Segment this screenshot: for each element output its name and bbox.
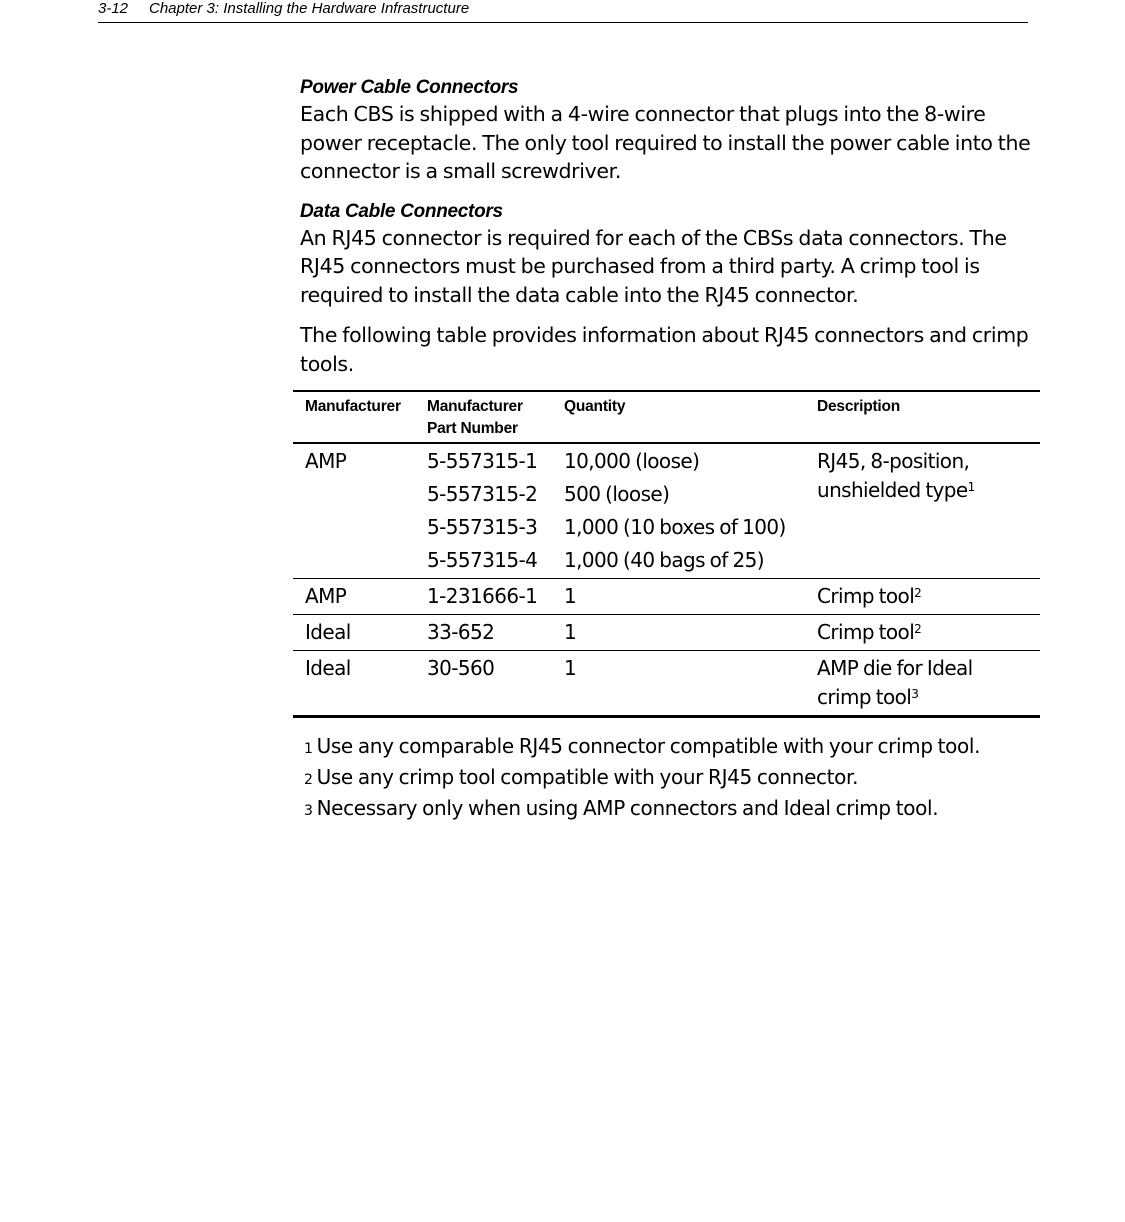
cell-quantity: 1 [552,615,805,651]
col-header-part-number [415,391,552,443]
table-row [293,443,1040,579]
power-section-body: Each CBS is shipped with a 4-wire connector that plugs into the 8-wire power receptacle. The only tool required to install the power cable into the connector is a small screwdriver. [300,102,1031,183]
cell-manufacturer: Ideal [293,615,415,651]
cell-part: 5-557315-1 [427,449,538,473]
table-intro: The following table provides information about RJ45 connectors and crimp tools. [300,323,1029,376]
footnote-ref: 3 [911,687,919,701]
connector-table [293,390,1040,718]
col-header-part-number-line1: Manufacturer [427,398,523,415]
page-number: 3-12 [98,0,129,17]
cell-description-text: Crimp tool [817,620,915,644]
table-row [293,651,1040,717]
cell-manufacturer: AMP [305,449,347,473]
cell-part: 30-560 [415,651,552,717]
cell-quantity: 10,000 (loose) [564,449,700,473]
cell-part: 33-652 [415,615,552,651]
footnote [304,732,1040,763]
col-header-quantity: Quantity [552,391,805,443]
table-row [293,579,1040,615]
cell-description [805,579,1040,615]
cell-quantity: 1,000 (40 bags of 25) [564,548,764,572]
col-header-description: Description [805,391,1040,443]
cell-part: 5-557315-2 [427,482,538,506]
footnote [304,794,1040,825]
cell-quantities [552,443,805,579]
footnote-text: Necessary only when using AMP connectors and Ideal crimp tool. [316,796,939,820]
footnote-mark: 3 [304,803,313,819]
chapter-title: Chapter 3: Installing the Hardware Infrastructure [149,0,470,17]
cell-quantity: 1,000 (10 boxes of 100) [564,515,786,539]
cell-part-numbers [415,443,552,579]
cell-description-line1: RJ45, 8-position, [817,449,970,473]
footnote-ref: 2 [914,622,922,636]
footnote [304,763,1040,794]
footnote-mark: 1 [304,741,313,757]
cell-description-text: Crimp tool [817,584,915,608]
footnote-mark: 2 [304,772,313,788]
footnote-ref: 1 [967,480,975,494]
page-body [300,76,1040,825]
footnote-ref: 2 [914,586,922,600]
cell-description-line1: AMP die for Ideal [817,656,973,680]
cell-description [805,651,1040,717]
cell-part: 5-557315-3 [427,515,538,539]
data-section-body: An RJ45 connector is required for each of the CBSs data connectors. The RJ45 connectors must be purchased from a third party. A crimp tool is required to install the data cable into the RJ45 connector. [300,225,1007,307]
cell-quantity: 500 (loose) [564,482,670,506]
cell-manufacturer: Ideal [293,651,415,717]
cell-manufacturer: AMP [293,579,415,615]
col-header-manufacturer: Manufacturer [293,391,415,443]
data-section-heading: Data Cable Connectors [300,200,503,222]
cell-part: 5-557315-4 [427,548,538,572]
cell-description-line2: crimp tool [817,685,912,709]
cell-description [805,443,1040,579]
footnote-text: Use any crimp tool compatible with your RJ45 connector. [316,765,859,789]
running-header [98,0,1028,23]
footnotes [304,732,1040,825]
cell-description [805,615,1040,651]
cell-quantity: 1 [552,651,805,717]
footnote-text: Use any comparable RJ45 connector compatible with your crimp tool. [316,734,981,758]
cell-part: 1-231666-1 [415,579,552,615]
col-header-part-number-line2: Part Number [427,420,518,437]
table-row [293,615,1040,651]
cell-quantity: 1 [552,579,805,615]
power-section-heading: Power Cable Connectors [300,77,519,98]
table-header-row [293,391,1040,443]
cell-description-line2: unshielded type [817,478,968,502]
